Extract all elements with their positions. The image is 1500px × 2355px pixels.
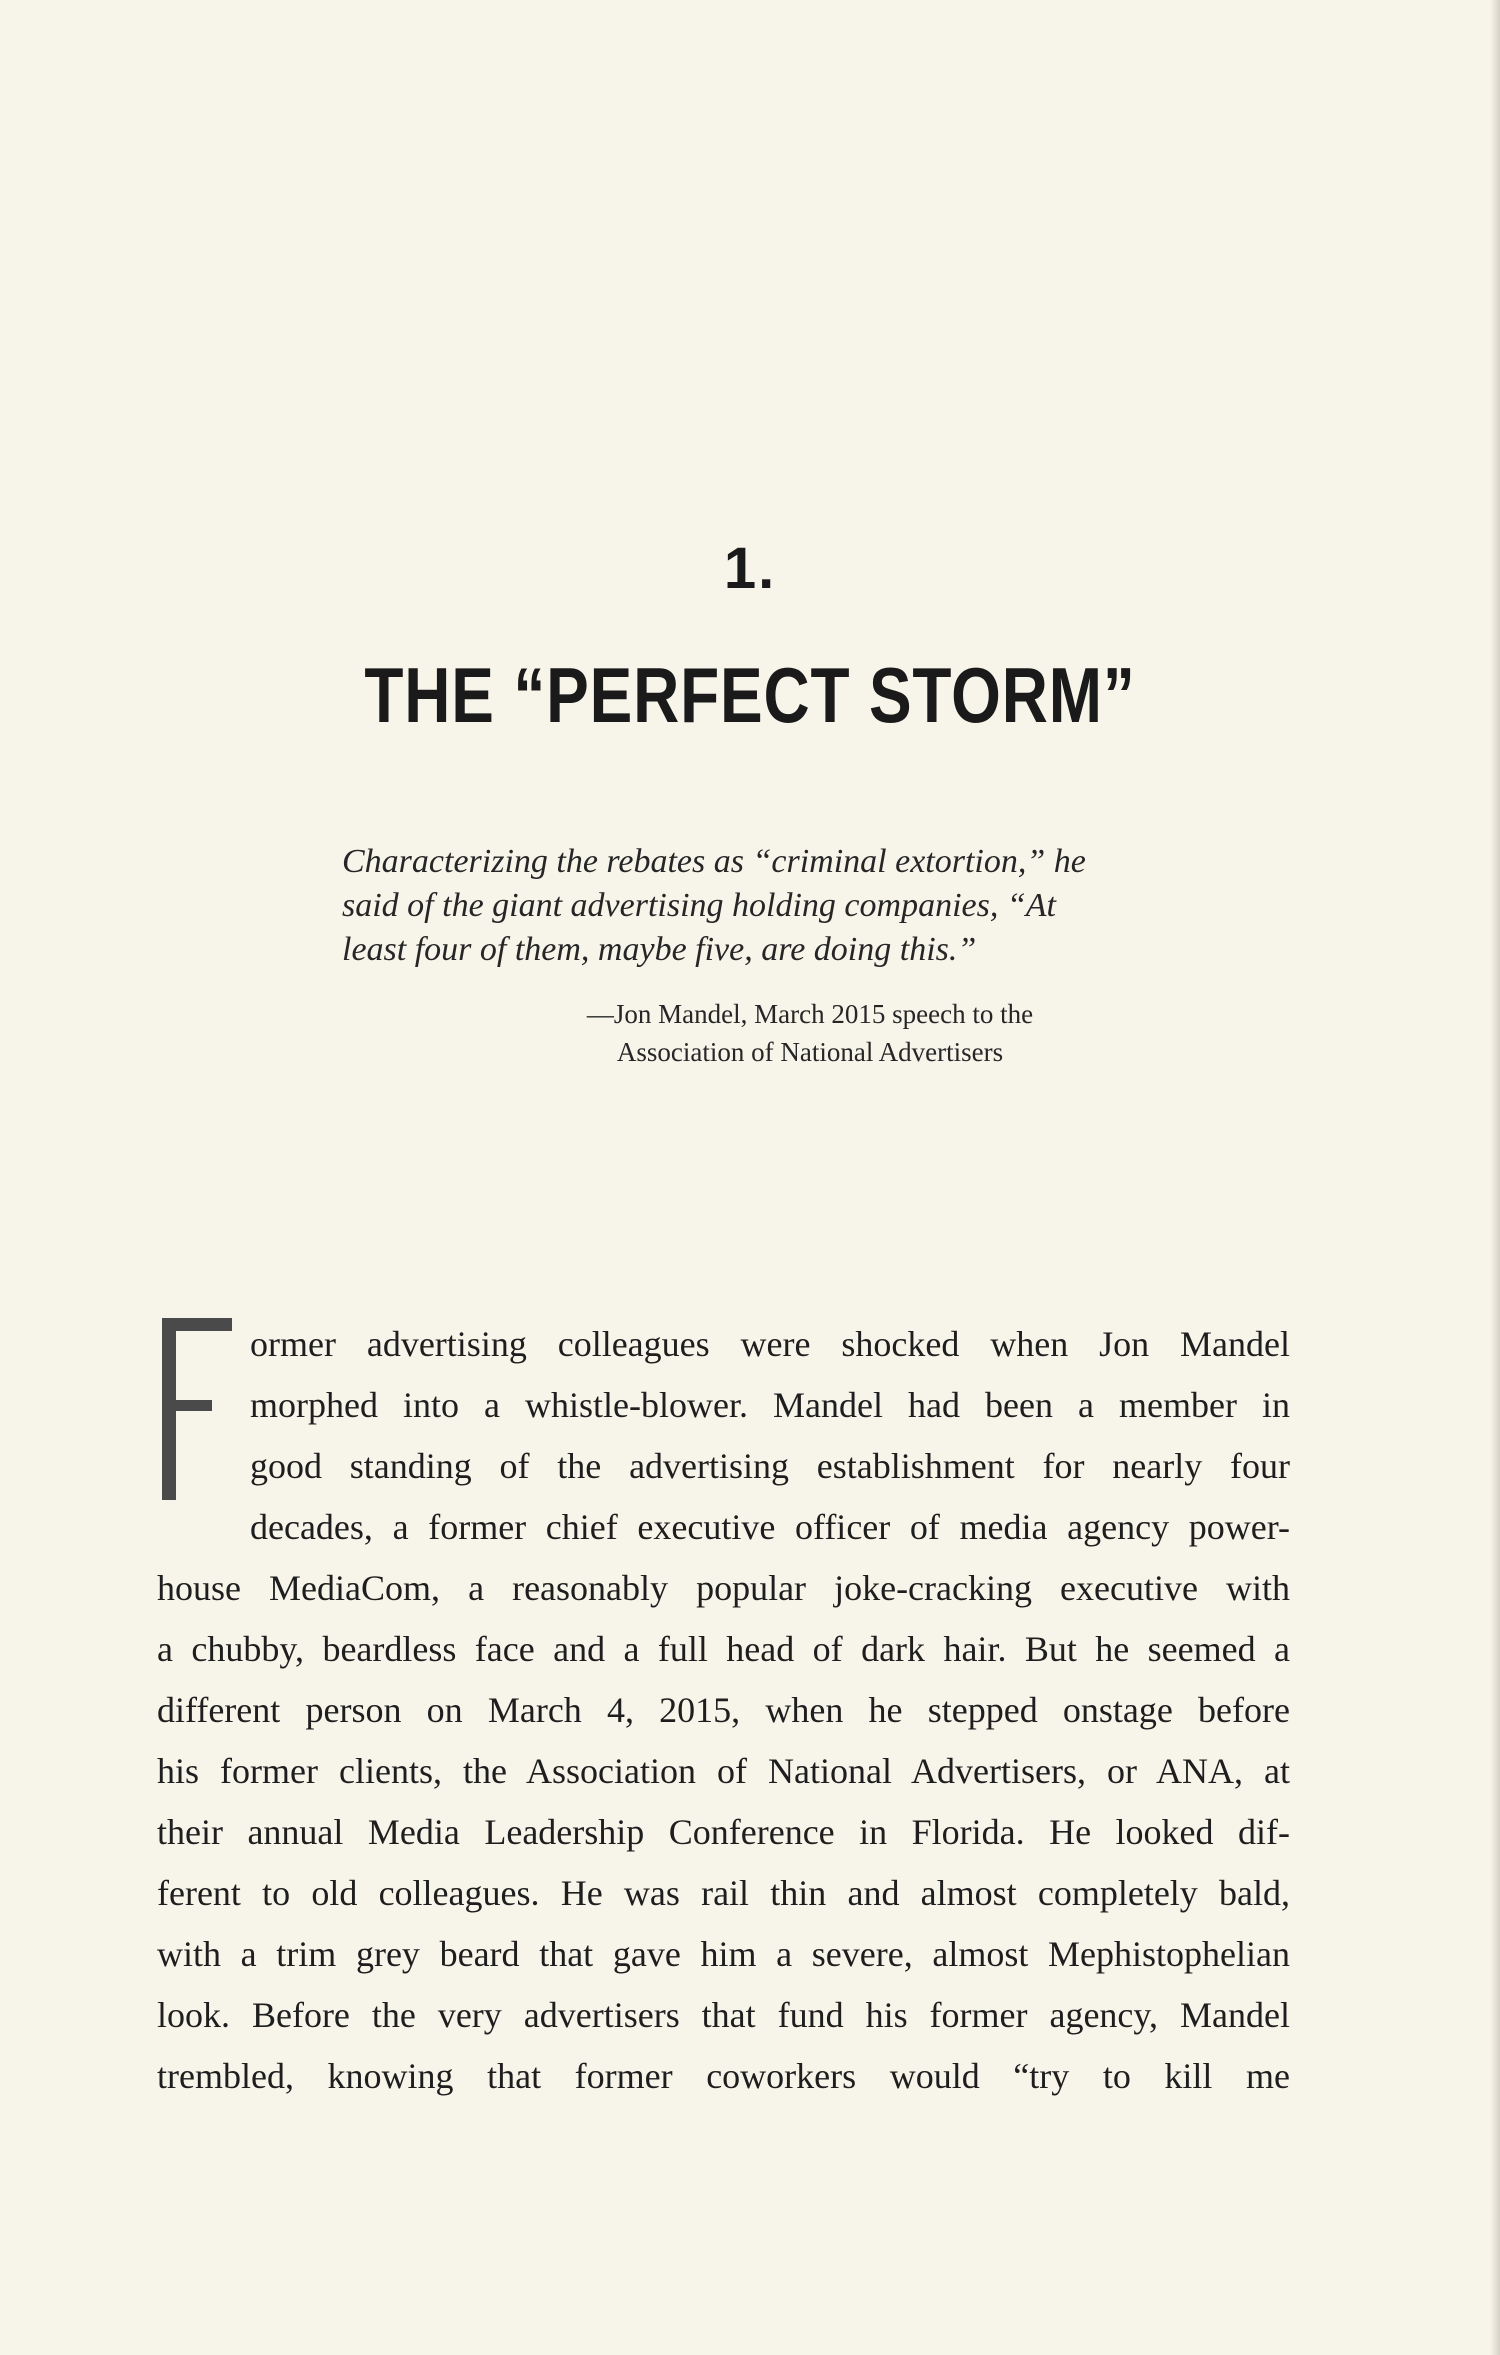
body-line: decades, a former chief executive officer of media agency power-	[250, 1507, 1290, 1547]
attribution-line: Association of National Advertisers	[616, 1037, 1004, 1067]
epigraph-line: Characterizing the rebates as “criminal extortion,” he	[342, 843, 1086, 880]
epigraph-line: least four of them, maybe five, are doing this.”	[342, 931, 977, 968]
body-line: his former clients, the Association of National Advertisers, or ANA, at	[157, 1751, 1290, 1791]
body-line: ferent to old colleagues. He was rail thin and almost completely bald,	[157, 1873, 1290, 1913]
epigraph-attribution	[500, 995, 1120, 1071]
body-line: ormer advertising colleagues were shocked when Jon Mandel	[250, 1324, 1290, 1364]
body-line: good standing of the advertising establishment for nearly four	[250, 1446, 1290, 1486]
page-edge-shadow	[1490, 0, 1500, 2355]
body-line: look. Before the very advertisers that fund his former agency, Mandel	[157, 1995, 1290, 2035]
body-line: their annual Media Leadership Conference in Florida. He looked dif-	[157, 1812, 1290, 1852]
attribution-line: —Jon Mandel, March 2015 speech to the	[586, 999, 1034, 1029]
epigraph	[342, 840, 1122, 972]
chapter-number: 1.	[723, 536, 777, 601]
body-line: trembled, knowing that former coworkers would “try to kill me	[157, 2056, 1290, 2096]
body-line: with a trim grey beard that gave him a severe, almost Mephistophelian	[157, 1934, 1290, 1974]
body-line: morphed into a whistle-blower. Mandel had been a member in	[250, 1385, 1290, 1425]
body-line: different person on March 4, 2015, when he stepped onstage before	[157, 1690, 1290, 1730]
body-line: a chubby, beardless face and a full head of dark hair. But he seemed a	[157, 1629, 1290, 1669]
chapter-title: THE “PERFECT STORM”	[364, 651, 1136, 739]
epigraph-line: said of the giant advertising holding companies, “At	[342, 887, 1056, 924]
drop-cap	[162, 1318, 234, 1500]
body-line: house MediaCom, a reasonably popular joke-cracking executive with	[157, 1568, 1290, 1608]
